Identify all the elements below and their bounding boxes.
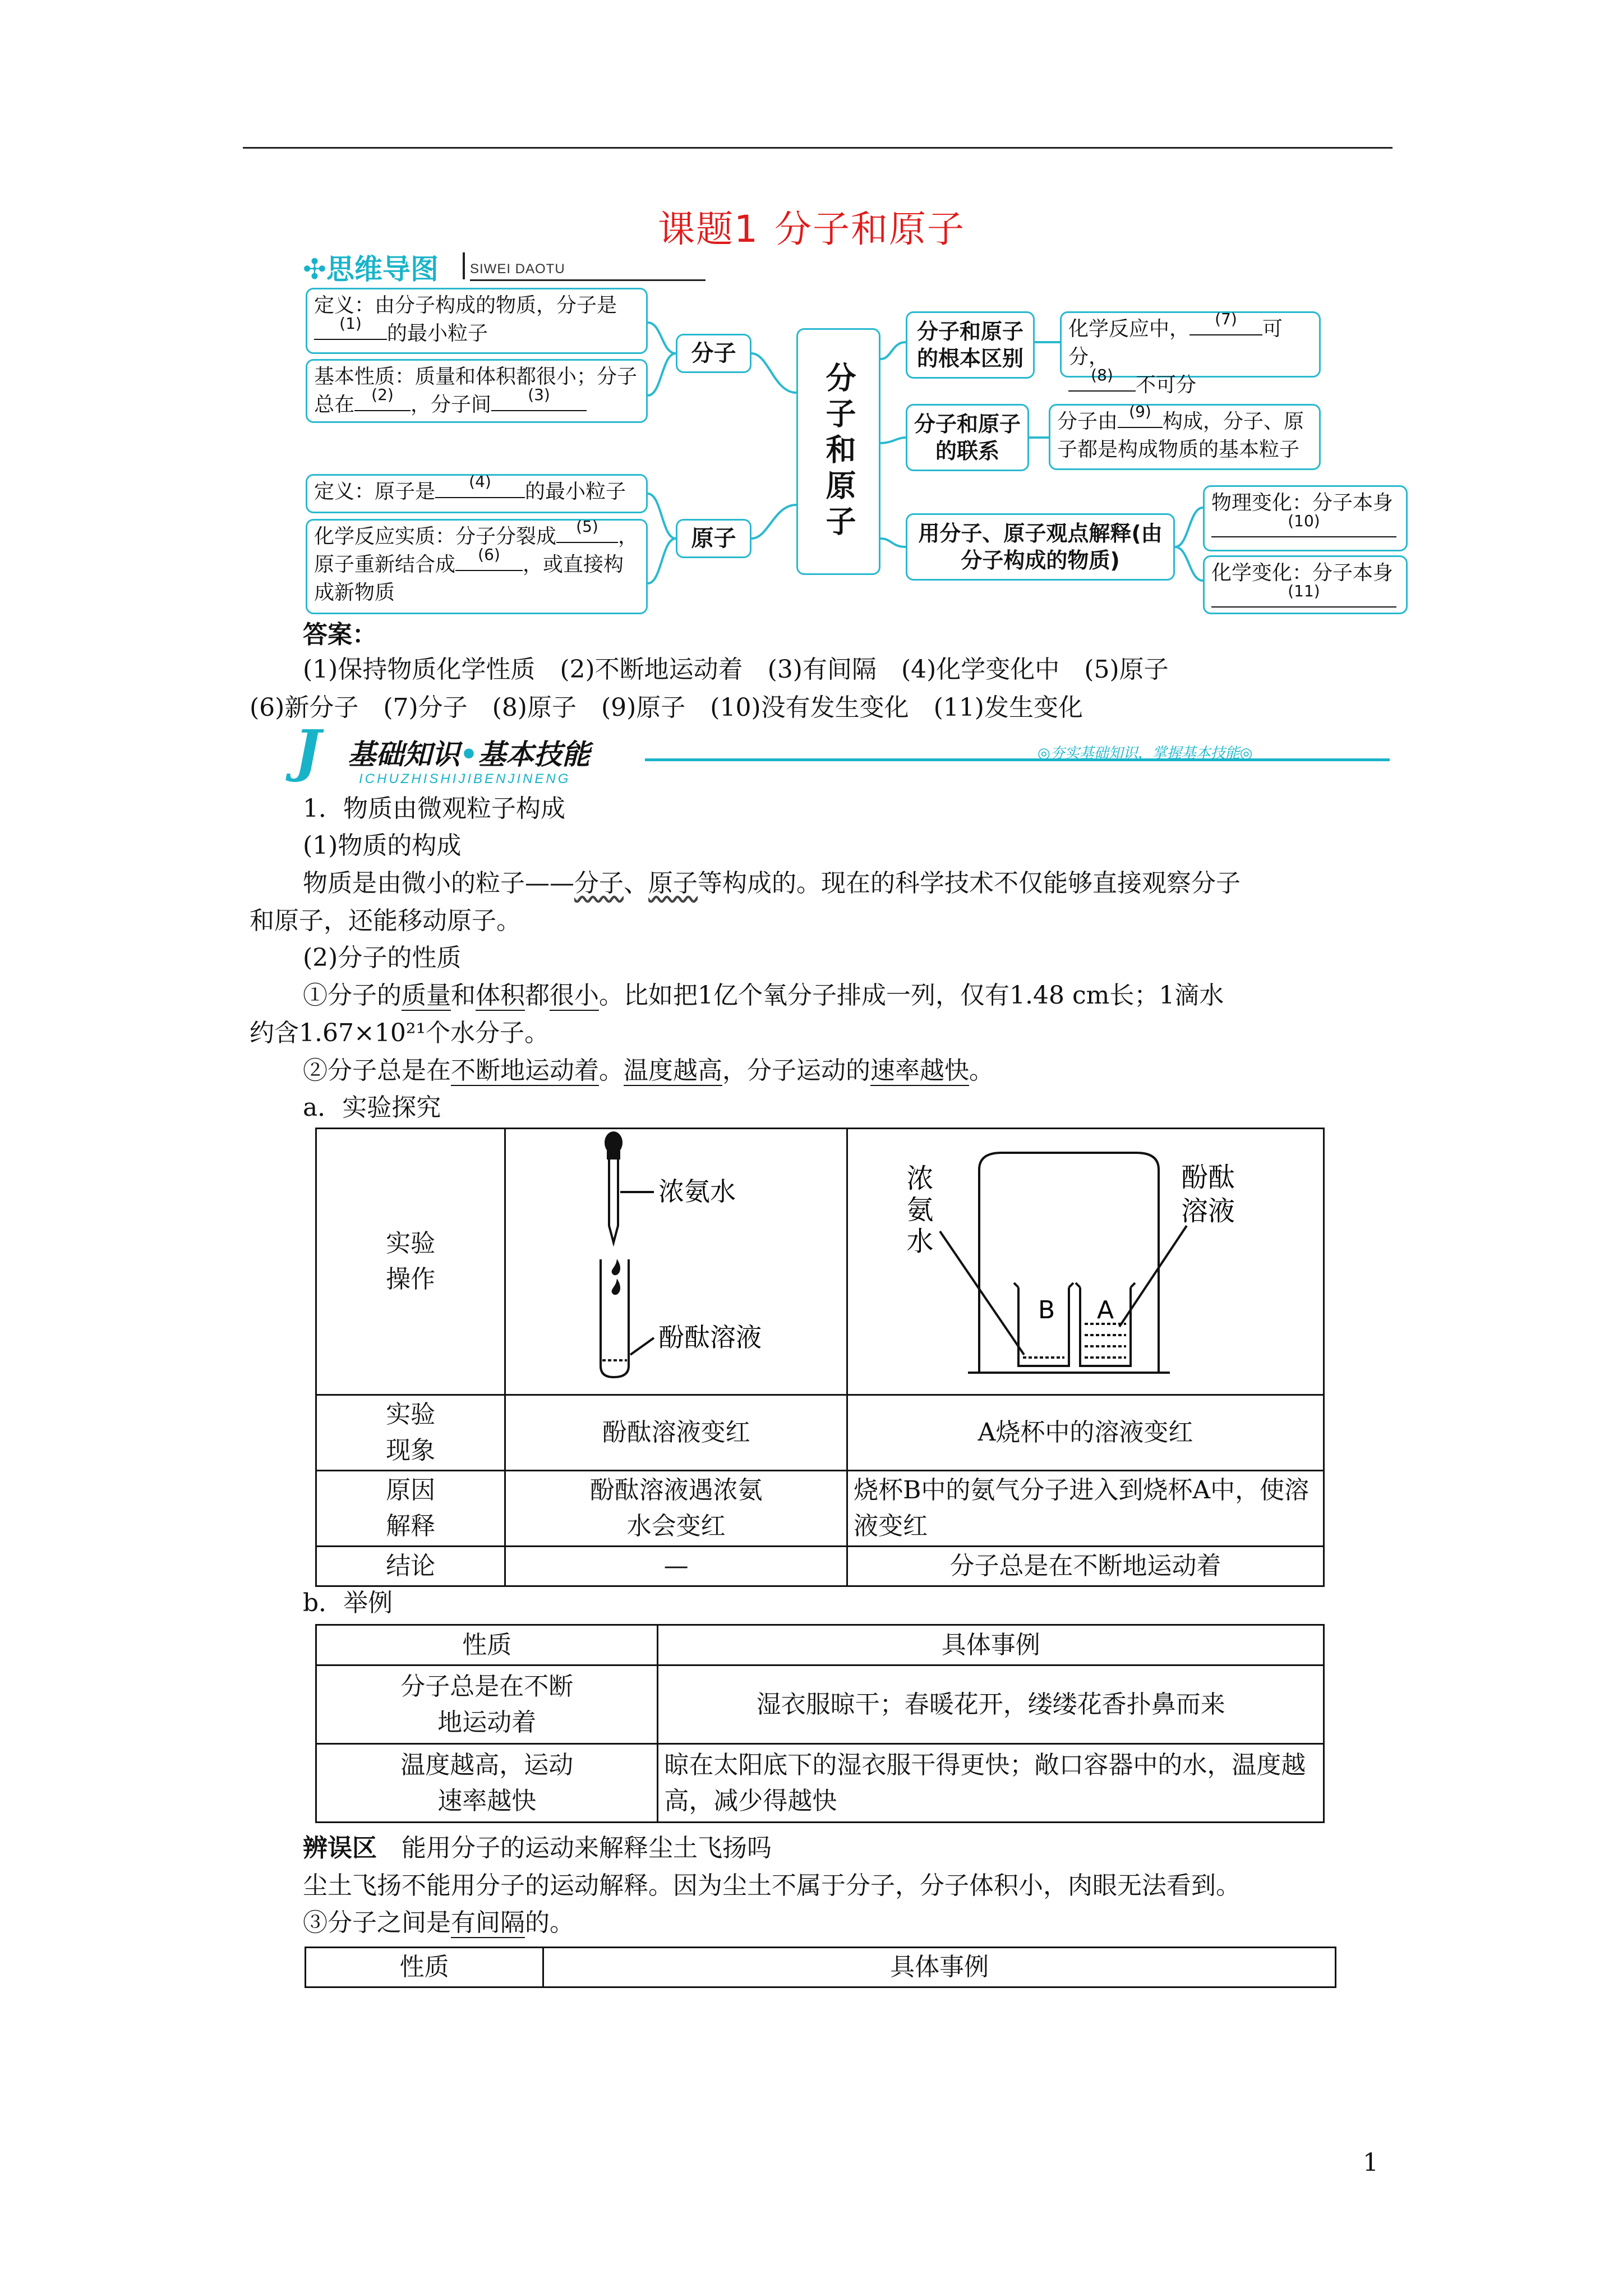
paragraph-1-cont: 和原子，还能移动原子。 xyxy=(250,907,521,935)
mindmap-molecule-node: 分子 xyxy=(676,334,751,373)
beaker-a-label: A xyxy=(1096,1296,1114,1324)
fig2-label-ammonia: 浓氨水 xyxy=(901,1164,933,1258)
examples-row-1-property: 分子总是在不断地运动着 xyxy=(316,1665,658,1744)
experiment-figure-1 xyxy=(505,1129,847,1395)
gap-table-header-row xyxy=(306,1948,1336,1987)
mindmap-physical-change: 物理变化：分子本身 (10) xyxy=(1203,485,1408,551)
answers-line-1: (1)保持物质化学性质 (2)不断地运动着 (3)有间隔 (4)化学变化中 (5)原子 xyxy=(303,655,1169,684)
examples-table xyxy=(315,1624,1325,1823)
heading-experiment: a．实验探究 xyxy=(303,1093,441,1122)
experiment-phenomenon-1: 酚酞溶液变红 xyxy=(505,1395,847,1471)
section-banner-title: 基础知识•基本技能 xyxy=(348,738,590,771)
paragraph-1: 物质是由微小的粒子——分子、原子等构成的。现在的科学技术不仅能够直接观察分子 xyxy=(303,869,1241,898)
section-banner-letter: J xyxy=(294,717,321,784)
blank-1[interactable]: (1) xyxy=(314,320,387,340)
gap-table xyxy=(305,1947,1336,1988)
blank-3[interactable]: (3) xyxy=(491,391,587,411)
mindmap-difference-node: 分子和原子的根本区别 xyxy=(906,311,1035,379)
experiment-reason-header: 原因解释 xyxy=(316,1471,505,1547)
mindmap-atom-definition: 定义：原子是 (4) 的最小粒子 xyxy=(306,474,648,513)
paragraph-3: ②分子总是在不断地运动着。温度越高，分子运动的速率越快。 xyxy=(303,1056,994,1085)
dropper-test-tube-figure xyxy=(514,1130,839,1383)
answers-label: 答案： xyxy=(303,620,377,649)
experiment-conclusion-header: 结论 xyxy=(316,1547,505,1586)
mindmap-header-pinyin: SIWEI DAOTU xyxy=(470,261,706,281)
mindmap-relation-text: 分子由 (9) 构成，分子、原子都是构成物质的基本粒子 xyxy=(1049,404,1321,470)
paragraph-2-cont: 约含1.67×10²¹个水分子。 xyxy=(250,1019,550,1047)
title-lesson: 课题1 xyxy=(658,208,759,251)
experiment-table xyxy=(315,1128,1325,1587)
experiment-reason-2: 烧杯B中的氨气分子进入到烧杯A中，使溶液变红 xyxy=(847,1471,1324,1547)
examples-row-1-example: 湿衣服晾干；春暖花开，缕缕花香扑鼻而来 xyxy=(658,1665,1324,1744)
examples-row-1 xyxy=(316,1665,1324,1744)
experiment-conclusion-2: 分子总是在不断地运动着 xyxy=(847,1547,1324,1586)
mindmap-explain-node: 用分子、原子观点解释(由分子构成的物质) xyxy=(906,513,1175,581)
examples-row-2-example: 晾在太阳底下的湿衣服干得更快；敞口容器中的水，温度越高，减少得越快 xyxy=(658,1744,1324,1823)
section-banner-slogan: ◎夯实基础知识，掌握基本技能◎ xyxy=(1038,745,1253,762)
experiment-phenomenon-2: A烧杯中的溶液变红 xyxy=(847,1395,1324,1471)
blank-10[interactable]: (10) xyxy=(1211,517,1396,537)
mindmap-atom-node: 原子 xyxy=(676,519,751,558)
examples-header-property: 性质 xyxy=(316,1625,658,1665)
gap-table-header-examples: 具体事例 xyxy=(543,1948,1336,1987)
beaker-b-label: B xyxy=(1038,1296,1055,1324)
blank-11[interactable]: (11) xyxy=(1211,587,1396,608)
mindmap-center-node: 分子和原子 xyxy=(796,328,880,575)
mindmap-chemical-change: 化学变化：分子本身 (11) xyxy=(1203,555,1408,614)
paragraph-2: ①分子的质量和体积都很小。比如把1亿个氧分子排成一列，仅有1.48 cm长；1滴水 xyxy=(303,981,1224,1010)
experiment-row-conclusion xyxy=(316,1547,1324,1586)
mindmap-molecule-definition: 定义：由分子构成的物质，分子是 (1) 的最小粒子 xyxy=(306,288,648,354)
mindmap-atom-reaction: 化学反应实质：分子分裂成 (5) ，原子重新结合成 (6) ，或直接构成新物质 xyxy=(306,519,648,614)
misconception-answer: 尘土飞扬不能用分子的运动解释。因为尘土不属于分子，分子体积小，肉眼无法看到。 xyxy=(303,1871,1241,1900)
fig1-label-phenolphthalein: 酚酞溶液 xyxy=(658,1322,762,1352)
experiment-conclusion-1: — xyxy=(505,1547,847,1586)
fig2-label-phenolphthalein-1: 酚酞 xyxy=(1181,1162,1235,1193)
experiment-operation-header: 实验操作 xyxy=(316,1129,505,1395)
section-banner-pinyin: ICHUZHISHIJIBENJINENG xyxy=(359,771,571,786)
experiment-reason-1: 酚酞溶液遇浓氨水会变红 xyxy=(505,1471,847,1547)
blank-4[interactable]: (4) xyxy=(435,478,525,498)
examples-row-2 xyxy=(316,1744,1324,1823)
title-topic: 分子和原子 xyxy=(774,208,965,251)
paragraph-4: ③分子之间是有间隔的。 xyxy=(303,1908,574,1937)
examples-row-2-property: 温度越高，运动速率越快 xyxy=(316,1744,658,1823)
bell-jar-figure xyxy=(856,1130,1316,1383)
experiment-figure-2 xyxy=(847,1129,1324,1395)
blank-7[interactable]: (7) xyxy=(1189,315,1262,335)
mindmap-difference-text: 化学反应中， (7) 可分， (8) 不可分 xyxy=(1060,311,1321,378)
heading-1b: (2)分子的性质 xyxy=(303,944,462,972)
fig1-label-ammonia: 浓氨水 xyxy=(658,1176,736,1207)
mindmap-header: ✣思维导图 xyxy=(303,253,439,286)
answers-line-2: (6)新分子 (7)分子 (8)原子 (9)原子 (10)没有发生变化 (11)发生变化 xyxy=(250,693,1083,722)
fig2-label-phenolphthalein-2: 溶液 xyxy=(1181,1195,1235,1227)
examples-header-examples: 具体事例 xyxy=(658,1625,1324,1665)
heading-1a: (1)物质的构成 xyxy=(303,831,462,860)
section-banner-rule xyxy=(645,758,1390,761)
experiment-row-operation xyxy=(316,1129,1324,1395)
blank-9[interactable]: (9) xyxy=(1118,408,1163,428)
mindmap-relation-node: 分子和原子的联系 xyxy=(906,404,1029,471)
heading-1: 1．物质由微观粒子构成 xyxy=(303,794,565,823)
experiment-row-phenomenon xyxy=(316,1395,1324,1471)
blank-8[interactable]: (8) xyxy=(1068,371,1136,392)
experiment-phenomenon-header: 实验现象 xyxy=(316,1395,505,1471)
heading-examples: b．举例 xyxy=(303,1589,393,1617)
blank-2[interactable]: (2) xyxy=(354,391,411,411)
page-number: 1 xyxy=(1363,2148,1378,2177)
blank-5[interactable]: (5) xyxy=(556,523,618,543)
examples-header-row xyxy=(316,1625,1324,1665)
blank-6[interactable]: (6) xyxy=(455,551,523,571)
mindmap-molecule-properties: 基本性质：质量和体积都很小；分子总在 (2) ，分子间 (3) xyxy=(306,359,648,423)
gap-table-header-property: 性质 xyxy=(306,1948,543,1987)
misconception-line: 辨误区 能用分子的运动来解释尘土飞扬吗 xyxy=(303,1834,772,1862)
experiment-row-reason xyxy=(316,1471,1324,1547)
